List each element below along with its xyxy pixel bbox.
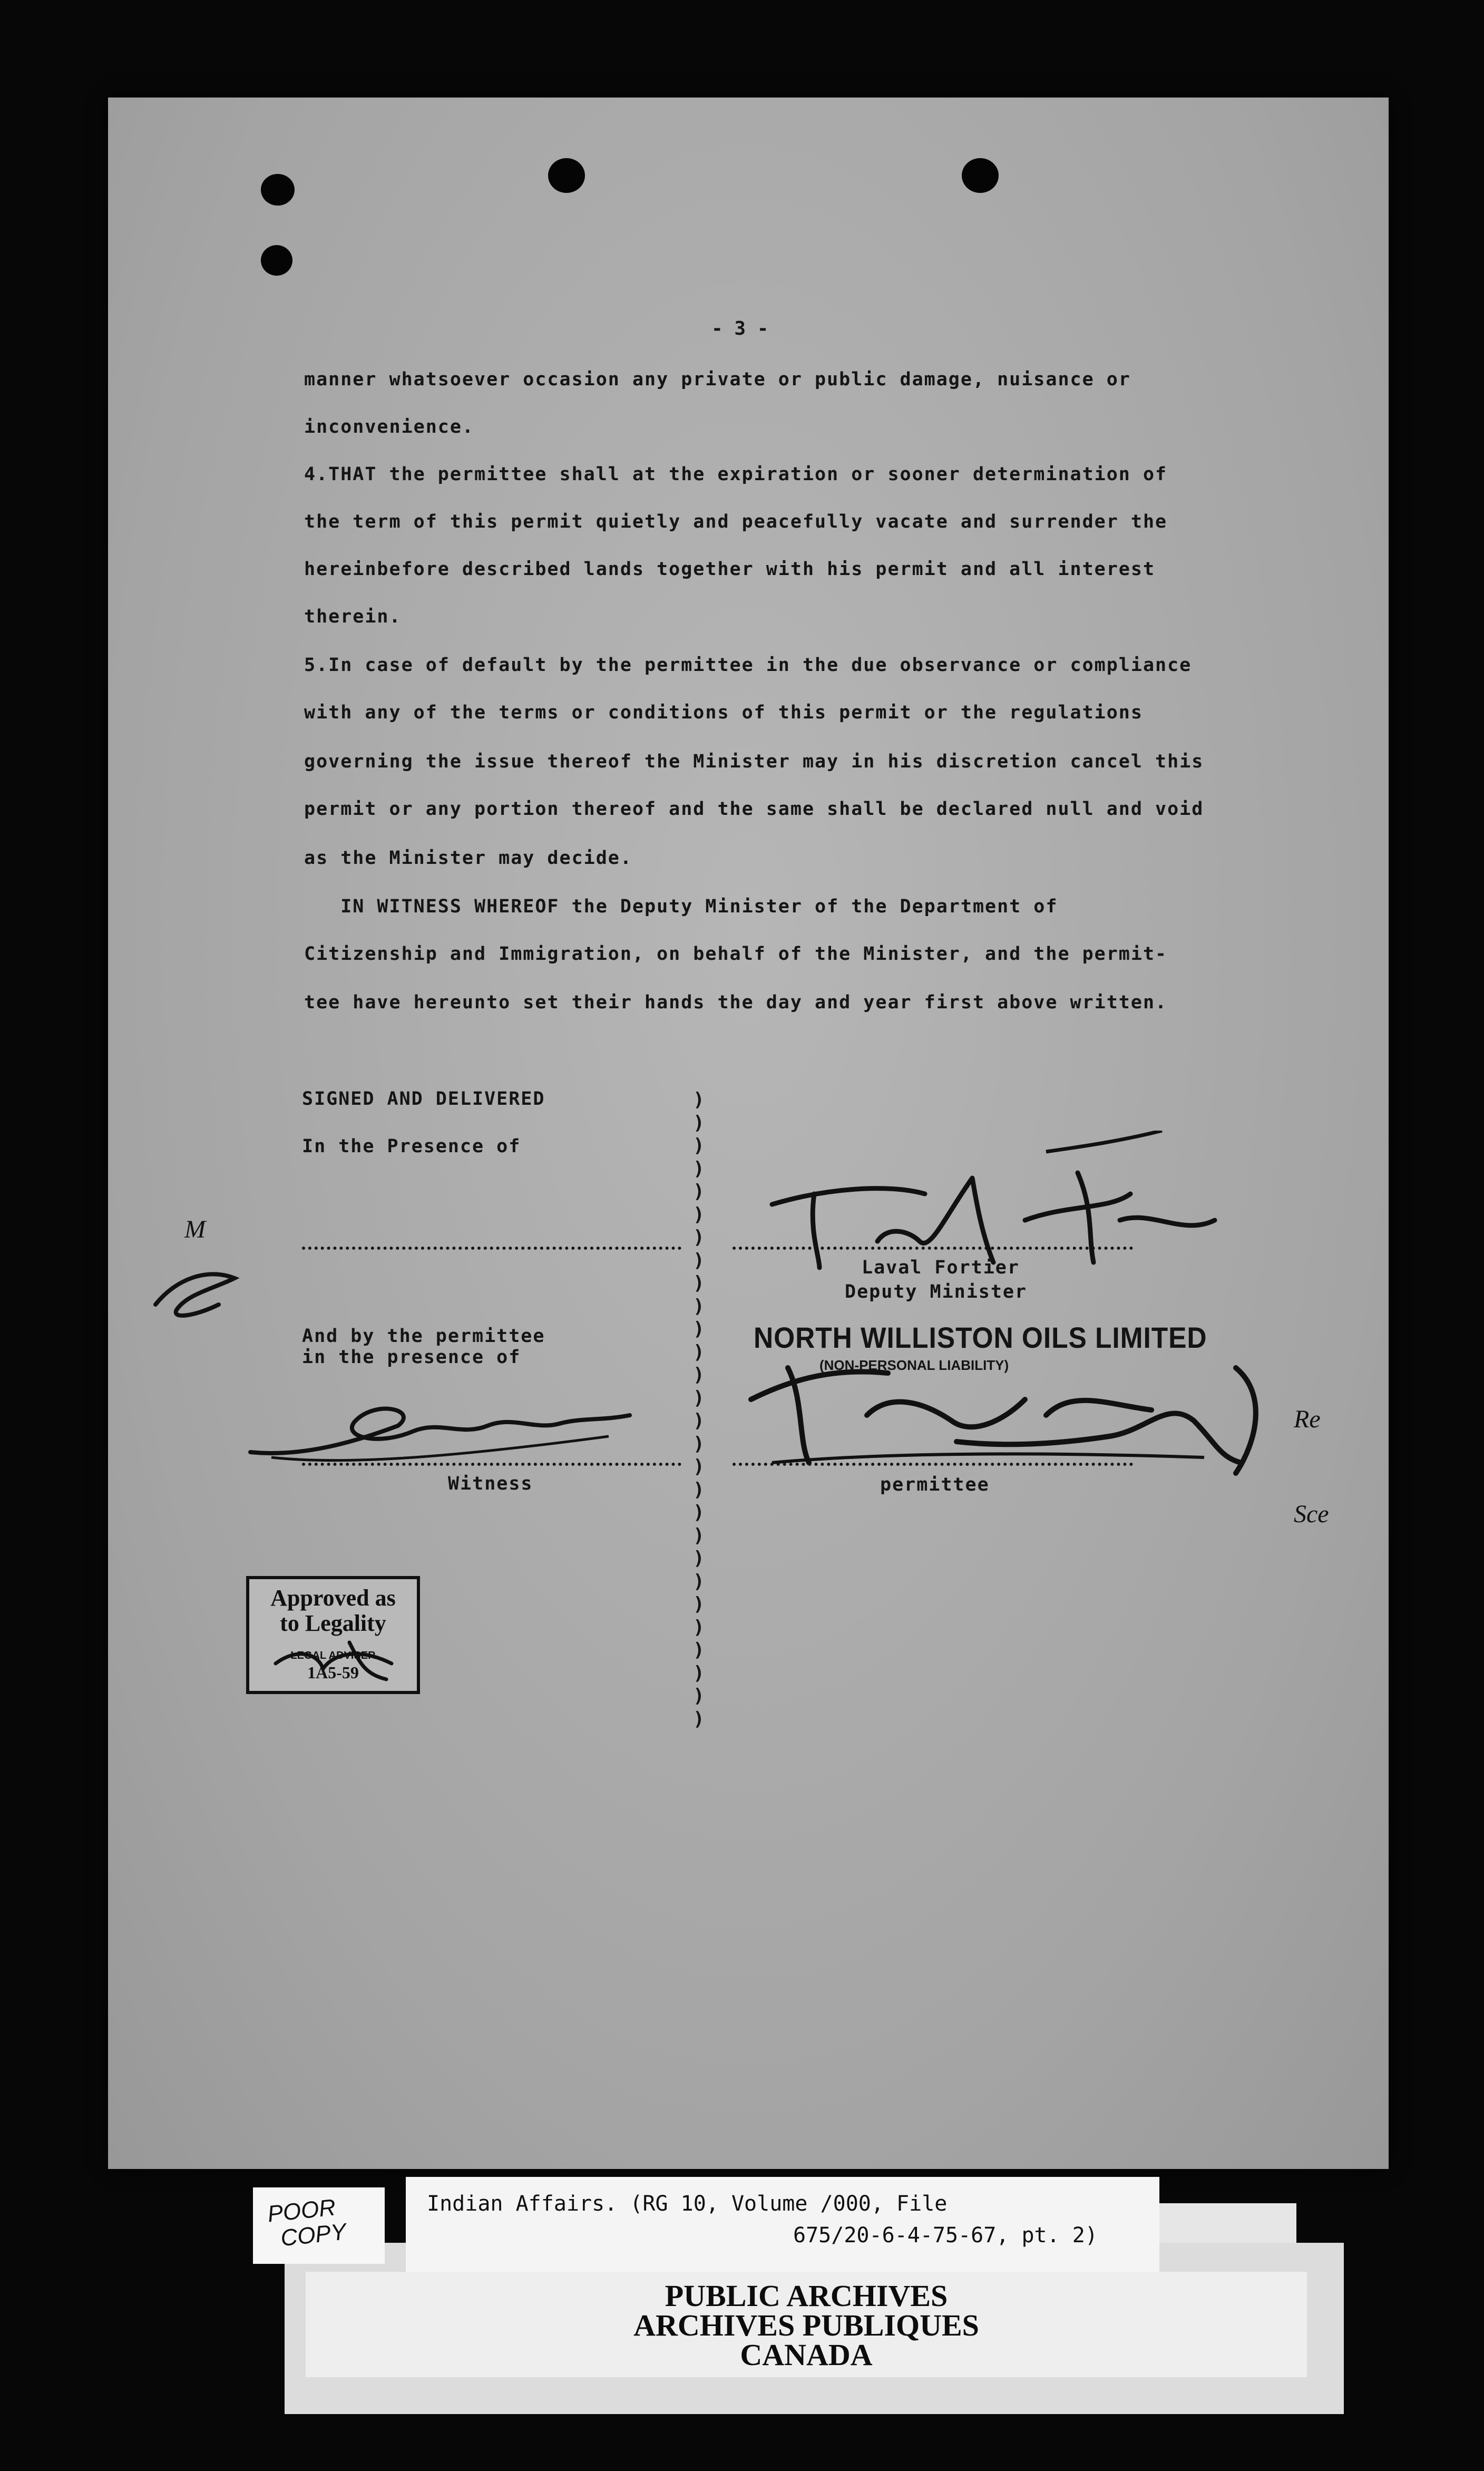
permittee-label: permittee	[880, 1474, 990, 1495]
body-line: hereinbefore described lands together with his permit and all interest	[304, 559, 1156, 580]
file-reference-line1: Indian Affairs. (RG 10, Volume /000, File	[427, 2192, 948, 2216]
witness-signature-line	[302, 1247, 681, 1250]
permittee-presence-line2: in the presence of	[302, 1347, 521, 1368]
body-line: permit or any portion thereof and the same shall be declared null and void	[304, 799, 1204, 820]
archives-name-en: PUBLIC ARCHIVES	[665, 2279, 948, 2313]
poor-copy-line2: COPY	[279, 2219, 348, 2252]
company-stamp-name: NORTH WILLISTON OILS LIMITED	[754, 1321, 1207, 1354]
body-line: the term of this permit quietly and peacefully vacate and surrender the	[304, 511, 1168, 532]
body-line: Citizenship and Immigration, on behalf of the Minister, and the permit-	[304, 943, 1168, 965]
permittee-signature	[730, 1336, 1310, 1494]
body-line: with any of the terms or conditions of this permit or the regulations	[304, 702, 1143, 723]
official-title: Deputy Minister	[845, 1281, 1028, 1302]
archives-name-fr: ARCHIVES PUBLIQUES	[633, 2308, 979, 2342]
file-reference-line2: 675/20-6-4-75-67, pt. 2)	[793, 2223, 1098, 2248]
bracket-column: ) ) ) ) ) ) ) ) ) ) ) ) ) ) ) ) ) ) ) ) ) ) ) ) ) ) ) )	[693, 1089, 705, 1730]
body-line: tee have hereunto set their hands the day and year first above written.	[304, 992, 1168, 1013]
body-line: inconvenience.	[304, 416, 475, 437]
poor-copy-line1: POOR	[266, 2194, 337, 2227]
approval-initials	[255, 1632, 413, 1690]
company-stamp-subtitle: (NON-PERSONAL LIABILITY)	[819, 1357, 1009, 1373]
body-line: IN WITNESS WHEREOF the Deputy Minister of the Department of	[304, 896, 1058, 917]
public-archives-stamp	[306, 2272, 1307, 2377]
margin-note-right-bottom: Sce	[1294, 1500, 1329, 1528]
punch-hole	[962, 158, 999, 193]
signed-delivered-label: SIGNED AND DELIVERED	[302, 1088, 545, 1110]
margin-note-right-top: Re	[1294, 1405, 1321, 1433]
official-signature	[751, 1131, 1278, 1299]
body-line: governing the issue thereof the Minister may in his discretion cancel this	[304, 751, 1204, 772]
presence-label: In the Presence of	[302, 1136, 521, 1157]
body-line: as the Minister may decide.	[304, 848, 632, 869]
approval-stamp-line1: Approved as	[270, 1585, 396, 1611]
body-line: therein.	[304, 606, 402, 627]
body-line: 4.THAT the permittee shall at the expiration or sooner determination of	[304, 464, 1168, 485]
poor-copy-slip	[253, 2187, 385, 2264]
punch-hole	[261, 245, 292, 276]
witness-label: Witness	[448, 1473, 533, 1494]
document-page	[108, 98, 1389, 2169]
official-name: Laval Fortier	[862, 1257, 1020, 1278]
poor-copy-note	[266, 2194, 347, 2253]
approval-stamp	[246, 1576, 420, 1694]
punch-hole	[261, 174, 295, 206]
body-line: 5.In case of default by the permittee in the due observance or compliance	[304, 655, 1192, 676]
margin-scribble	[145, 1257, 250, 1326]
margin-note-left: M	[184, 1215, 206, 1243]
file-reference-card	[406, 2177, 1159, 2280]
witness-signature	[240, 1378, 661, 1473]
body-line: manner whatsoever occasion any private or public damage, nuisance or	[304, 369, 1131, 390]
page-number: - 3 -	[711, 318, 769, 339]
archives-country: CANADA	[740, 2338, 873, 2372]
approval-stamp-line3: LEGAL ADVISER	[290, 1650, 376, 1661]
approval-stamp-line2: to Legality	[280, 1610, 386, 1636]
punch-hole	[548, 158, 585, 193]
permittee-presence-line1: And by the permittee	[302, 1326, 545, 1347]
approval-stamp-date: 1A5-59	[307, 1663, 359, 1682]
